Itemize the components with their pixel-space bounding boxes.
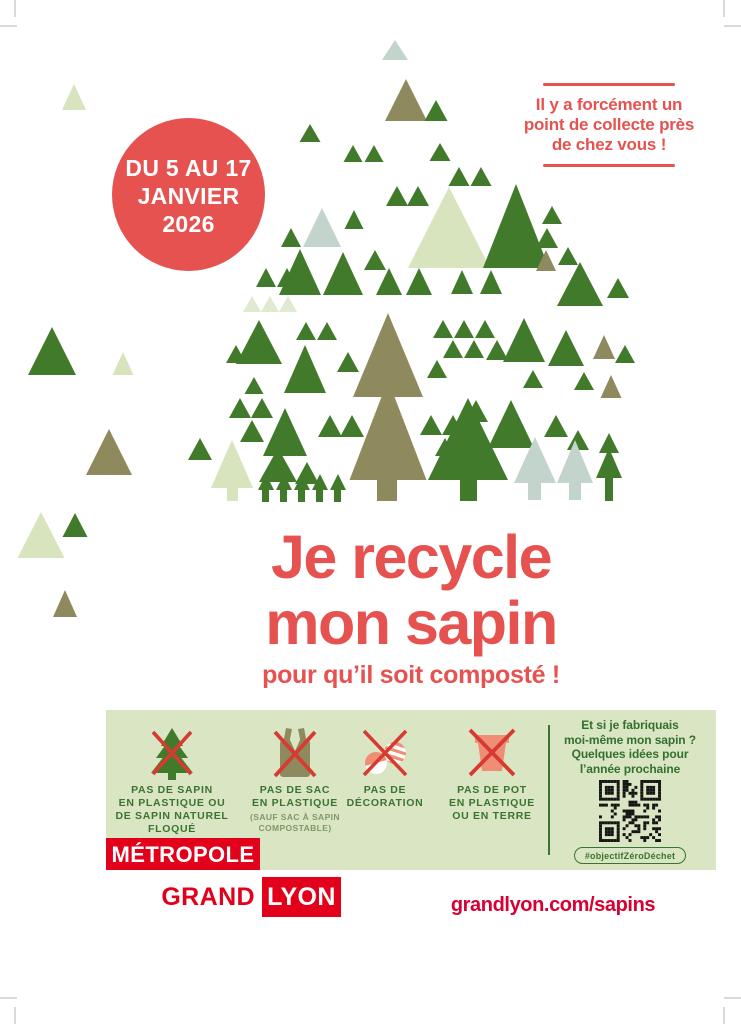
- crossed-pot-icon: [464, 726, 520, 780]
- subtitle: pour qu’il soit composté !: [262, 661, 560, 689]
- collection-note: [509, 83, 709, 167]
- date-line: JANVIER: [137, 183, 240, 209]
- rule-label-line: DÉCORATION: [346, 797, 424, 809]
- rule-label-line: DE SAPIN NATUREL: [115, 810, 229, 822]
- rule-label-line: PAS DE SAC: [259, 784, 331, 796]
- logo-metropole: MÉTROPOLE: [106, 838, 260, 870]
- page-title: [81, 524, 741, 656]
- logo-grand: GRAND: [161, 883, 255, 911]
- crop-mark: [724, 25, 741, 27]
- rule-label-line: EN PLASTIQUE OU: [118, 797, 226, 809]
- crop-mark: [14, 1007, 16, 1024]
- note-line: de chez vous !: [551, 135, 667, 154]
- rule-label-line: PAS DE POT: [457, 784, 527, 796]
- rule-no-decoration: [323, 722, 447, 810]
- date-badge: [112, 118, 265, 271]
- crop-mark: [724, 997, 741, 999]
- rule-no-plastic-tree: [110, 722, 234, 836]
- rule-sublabel-line: COMPOSTABLE): [258, 822, 332, 833]
- rule-no-pot: [430, 722, 554, 823]
- crop-mark: [0, 997, 17, 999]
- rule-label-line: EN PLASTIQUE: [252, 797, 338, 809]
- diy-line: moi-même mon sapin ?: [563, 732, 697, 747]
- diy-line: l’année prochaine: [579, 761, 681, 776]
- date-line: DU 5 AU 17: [125, 155, 252, 181]
- crop-mark: [723, 1007, 725, 1024]
- vertical-divider: [548, 725, 550, 855]
- divider-line: [543, 164, 675, 167]
- website-link[interactable]: grandlyon.com/sapins: [450, 894, 656, 916]
- title-line-2: mon sapin: [265, 589, 557, 657]
- rule-label-line: PAS DE: [363, 784, 407, 796]
- crossed-bag-icon: [267, 724, 323, 782]
- crossed-ornament-icon: [355, 726, 415, 780]
- title-line-1: Je recycle: [270, 523, 552, 591]
- crossed-tree-icon: [146, 725, 198, 781]
- rule-label-line: EN PLASTIQUE: [449, 797, 535, 809]
- hashtag-badge: #objectifZéroDéchet: [574, 847, 686, 864]
- crop-mark: [0, 25, 17, 27]
- crop-mark: [723, 0, 725, 17]
- rule-label-line: PAS DE SAPIN: [131, 784, 213, 796]
- divider-line: [543, 83, 675, 86]
- note-line: Il y a forcément un: [535, 95, 683, 114]
- rule-sublabel-line: (SAUF SAC À SAPIN: [250, 812, 340, 822]
- qr-code[interactable]: [599, 780, 661, 842]
- rule-label-line: FLOQUÉ: [148, 823, 196, 835]
- crop-mark: [14, 0, 16, 17]
- rule-label-line: OU EN TERRE: [452, 810, 532, 822]
- diy-line: Quelques idées pour: [571, 747, 689, 761]
- diy-line: Et si je fabriquais: [581, 718, 679, 732]
- logo-lyon: LYON: [262, 877, 341, 917]
- diy-section: [560, 718, 700, 864]
- date-line: 2026: [162, 211, 215, 237]
- note-line: point de collecte près: [523, 115, 695, 134]
